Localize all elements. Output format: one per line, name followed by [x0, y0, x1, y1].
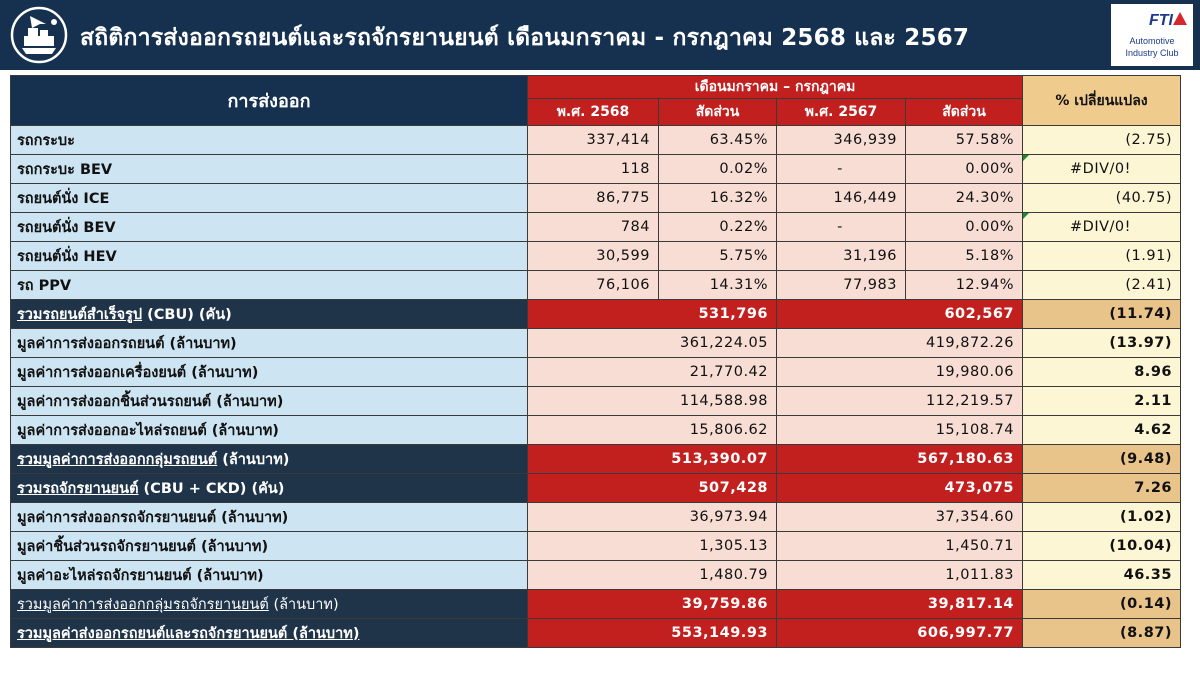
value-2567: 112,219.57 — [777, 387, 1023, 416]
value-2568: 337,414 — [528, 126, 659, 155]
header-share-2568: สัดส่วน — [659, 99, 777, 126]
value-2567: 15,108.74 — [777, 416, 1023, 445]
table-row — [11, 184, 1181, 213]
share-2568: 5.75% — [659, 242, 777, 271]
cbu-total-row — [11, 300, 1181, 329]
row-label-rest: (CBU) (คัน) — [142, 306, 232, 323]
logo-line2: Industry Club — [1125, 48, 1179, 58]
share-2568: 16.32% — [659, 184, 777, 213]
table-row — [11, 126, 1181, 155]
value-2567: 419,872.26 — [777, 329, 1023, 358]
value-2568: 1,305.13 — [528, 532, 777, 561]
header-change: % เปลี่ยนแปลง — [1023, 76, 1181, 126]
table-row — [11, 271, 1181, 300]
row-label-rest: (ล้านบาท) — [268, 596, 339, 613]
logo-text: FTI — [1149, 12, 1173, 29]
value-2568: 513,390.07 — [528, 445, 777, 474]
value-2568: 21,770.42 — [528, 358, 777, 387]
row-label: มูลค่าการส่งออกอะไหล่รถยนต์ (ล้านบาท) — [11, 416, 528, 445]
grand-total-row — [11, 619, 1181, 648]
change-value: (2.41) — [1023, 271, 1181, 300]
row-label: มูลค่าการส่งออกรถยนต์ (ล้านบาท) — [11, 329, 528, 358]
table-row — [11, 242, 1181, 271]
header-share-2567: สัดส่วน — [906, 99, 1023, 126]
row-label-rest: (CBU + CKD) (คัน) — [138, 480, 285, 497]
row-label-underlined: รวมรถยนต์สำเร็จรูป — [17, 306, 143, 323]
moto-group-total-row — [11, 590, 1181, 619]
change-value: (11.74) — [1023, 300, 1181, 329]
share-2567: 12.94% — [906, 271, 1023, 300]
value-2567: - — [777, 213, 906, 242]
table-row — [11, 358, 1181, 387]
row-label: มูลค่าการส่งออกรถจักรยานยนต์ (ล้านบาท) — [11, 503, 528, 532]
logo-triangle-icon — [1173, 12, 1187, 25]
value-2567: 1,011.83 — [777, 561, 1023, 590]
share-2567: 24.30% — [906, 184, 1023, 213]
value-2568: 36,973.94 — [528, 503, 777, 532]
value-2567: - — [777, 155, 906, 184]
change-value — [1023, 213, 1181, 242]
value-2567: 31,196 — [777, 242, 906, 271]
change-value: 2.11 — [1023, 387, 1181, 416]
row-label: รถยนต์นั่ง HEV — [11, 242, 528, 271]
change-value: (13.97) — [1023, 329, 1181, 358]
row-label: รถกระบะ BEV — [11, 155, 528, 184]
value-2567: 473,075 — [777, 474, 1023, 503]
export-logistics-icon — [10, 6, 68, 64]
header-2567: พ.ศ. 2567 — [777, 99, 906, 126]
row-label: มูลค่าชิ้นส่วนรถจักรยานยนต์ (ล้านบาท) — [11, 532, 528, 561]
change-value: (2.75) — [1023, 126, 1181, 155]
row-label — [11, 300, 528, 329]
value-2568: 361,224.05 — [528, 329, 777, 358]
logo-line1: Automotive — [1129, 36, 1175, 46]
change-value — [1023, 155, 1181, 184]
change-value: 8.96 — [1023, 358, 1181, 387]
row-label: มูลค่าการส่งออกชิ้นส่วนรถยนต์ (ล้านบาท) — [11, 387, 528, 416]
share-2567: 57.58% — [906, 126, 1023, 155]
change-value: (9.48) — [1023, 445, 1181, 474]
row-label — [11, 445, 528, 474]
value-2568: 507,428 — [528, 474, 777, 503]
value-2568: 784 — [528, 213, 659, 242]
row-label: รถยนต์นั่ง ICE — [11, 184, 528, 213]
change-value: 46.35 — [1023, 561, 1181, 590]
value-2568: 553,149.93 — [528, 619, 777, 648]
change-value: 4.62 — [1023, 416, 1181, 445]
row-label — [11, 590, 528, 619]
table-row — [11, 213, 1181, 242]
share-2568: 0.22% — [659, 213, 777, 242]
value-2567: 146,449 — [777, 184, 906, 213]
value-2568: 30,599 — [528, 242, 659, 271]
change-value: (1.91) — [1023, 242, 1181, 271]
table-row — [11, 329, 1181, 358]
row-label-underlined: รวมรถจักรยานยนต์ — [17, 480, 139, 497]
fti-logo — [1111, 4, 1193, 66]
change-value: (10.04) — [1023, 532, 1181, 561]
table-row — [11, 503, 1181, 532]
change-value: (0.14) — [1023, 590, 1181, 619]
row-label — [11, 474, 528, 503]
row-label: มูลค่าอะไหล่รถจักรยานยนต์ (ล้านบาท) — [11, 561, 528, 590]
row-label-underlined: รวมมูลค่าการส่งออกกลุ่มรถจักรยานยนต์ — [17, 596, 269, 613]
change-text: #DIV/0! — [1070, 161, 1131, 177]
table-row — [11, 416, 1181, 445]
table-row — [11, 532, 1181, 561]
row-label-underlined: รวมมูลค่าการส่งออกกลุ่มรถยนต์ — [17, 451, 218, 468]
export-table — [10, 75, 1181, 648]
value-2568: 114,588.98 — [528, 387, 777, 416]
row-label: รถ PPV — [11, 271, 528, 300]
value-2568: 1,480.79 — [528, 561, 777, 590]
change-text: #DIV/0! — [1070, 219, 1131, 235]
row-label-rest: (ล้านบาท) — [217, 451, 290, 468]
row-label-underlined: รวมมูลค่าส่งออกรถยนต์และรถจักรยานยนต์ (ล้านบาท) — [17, 625, 360, 642]
change-value: (1.02) — [1023, 503, 1181, 532]
error-flag-icon — [1023, 213, 1029, 219]
row-label — [11, 619, 528, 648]
share-2568: 14.31% — [659, 271, 777, 300]
value-2567: 77,983 — [777, 271, 906, 300]
share-2567: 0.00% — [906, 213, 1023, 242]
change-value: (40.75) — [1023, 184, 1181, 213]
row-label: มูลค่าการส่งออกเครื่องยนต์ (ล้านบาท) — [11, 358, 528, 387]
value-2567: 19,980.06 — [777, 358, 1023, 387]
value-2568: 118 — [528, 155, 659, 184]
export-table-wrapper — [10, 75, 1180, 648]
header-export: การส่งออก — [11, 76, 528, 126]
share-2568: 63.45% — [659, 126, 777, 155]
value-2568: 531,796 — [528, 300, 777, 329]
car-group-total-row — [11, 445, 1181, 474]
table-row — [11, 561, 1181, 590]
change-value: (8.87) — [1023, 619, 1181, 648]
value-2567: 39,817.14 — [777, 590, 1023, 619]
share-2567: 5.18% — [906, 242, 1023, 271]
table-row — [11, 155, 1181, 184]
title-bar — [0, 0, 1200, 70]
error-flag-icon — [1023, 155, 1029, 161]
header-2568: พ.ศ. 2568 — [528, 99, 659, 126]
value-2567: 37,354.60 — [777, 503, 1023, 532]
header-period: เดือนมกราคม – กรกฎาคม — [528, 76, 1023, 99]
value-2568: 86,775 — [528, 184, 659, 213]
table-row — [11, 387, 1181, 416]
value-2568: 76,106 — [528, 271, 659, 300]
value-2568: 39,759.86 — [528, 590, 777, 619]
value-2567: 1,450.71 — [777, 532, 1023, 561]
row-label: รถกระบะ — [11, 126, 528, 155]
value-2567: 346,939 — [777, 126, 906, 155]
row-label: รถยนต์นั่ง BEV — [11, 213, 528, 242]
share-2567: 0.00% — [906, 155, 1023, 184]
change-value: 7.26 — [1023, 474, 1181, 503]
value-2567: 606,997.77 — [777, 619, 1023, 648]
value-2567: 602,567 — [777, 300, 1023, 329]
value-2567: 567,180.63 — [777, 445, 1023, 474]
moto-total-row — [11, 474, 1181, 503]
page-title: สถิติการส่งออกรถยนต์และรถจักรยานยนต์ เดือนมกราคม - กรกฎาคม 2568 และ 2567 — [80, 25, 970, 51]
share-2568: 0.02% — [659, 155, 777, 184]
value-2568: 15,806.62 — [528, 416, 777, 445]
